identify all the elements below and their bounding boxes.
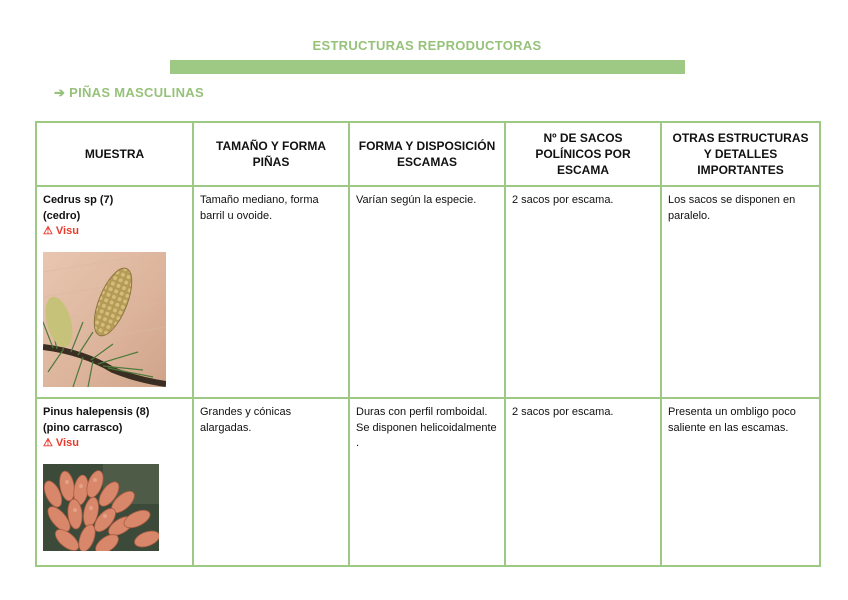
size-shape-cell: Tamaño mediano, forma barril u ovoide. bbox=[193, 186, 349, 398]
scales-cell: Duras con perfil romboidal. Se disponen helicoidalmente . bbox=[349, 398, 505, 566]
header-sample: MUESTRA bbox=[36, 122, 193, 186]
table-row bbox=[36, 398, 820, 566]
document-title: ESTRUCTURAS REPRODUCTORAS bbox=[312, 38, 542, 53]
header-size-shape: TAMAÑO Y FORMA PIÑAS bbox=[193, 122, 349, 186]
table-header-row bbox=[36, 122, 820, 186]
male-cones-table bbox=[35, 121, 821, 567]
visu-warning-label: ⚠ Visu bbox=[43, 225, 79, 237]
scales-cell: Varían según la especie. bbox=[349, 186, 505, 398]
sample-name: Cedrus sp (7) bbox=[43, 194, 114, 206]
header-scale-shape: FORMA Y DISPOSICIÓN ESCAMAS bbox=[349, 122, 505, 186]
title-underline-bar bbox=[170, 60, 685, 74]
sample-common-name: (pino carrasco) bbox=[43, 421, 123, 434]
header-pollen-sacs: Nº DE SACOS POLÍNICOS POR ESCAMA bbox=[505, 122, 661, 186]
pollen-sacs-cell: 2 sacos por escama. bbox=[505, 186, 661, 398]
header-other-structures: OTRAS ESTRUCTURAS Y DETALLES IMPORTANTES bbox=[661, 122, 820, 186]
pollen-sacs-cell: 2 sacos por escama. bbox=[505, 398, 661, 566]
cedrus-cone-photo bbox=[43, 252, 166, 387]
other-structures-cell: Los sacos se disponen en paralelo. bbox=[661, 186, 820, 398]
sample-name: Pinus halepensis (8) bbox=[43, 406, 150, 418]
sample-cell bbox=[36, 186, 193, 398]
visu-warning-label: ⚠ Visu bbox=[43, 437, 79, 449]
size-shape-cell: Grandes y cónicas alargadas. bbox=[193, 398, 349, 566]
other-structures-cell: Presenta un ombligo poco saliente en las escamas. bbox=[661, 398, 820, 566]
pinus-cones-photo bbox=[43, 464, 159, 551]
sample-cell bbox=[36, 398, 193, 566]
section-heading: ➔ PIÑAS MASCULINAS bbox=[54, 85, 204, 100]
sample-common-name: (cedro) bbox=[43, 209, 81, 222]
table-row bbox=[36, 186, 820, 398]
